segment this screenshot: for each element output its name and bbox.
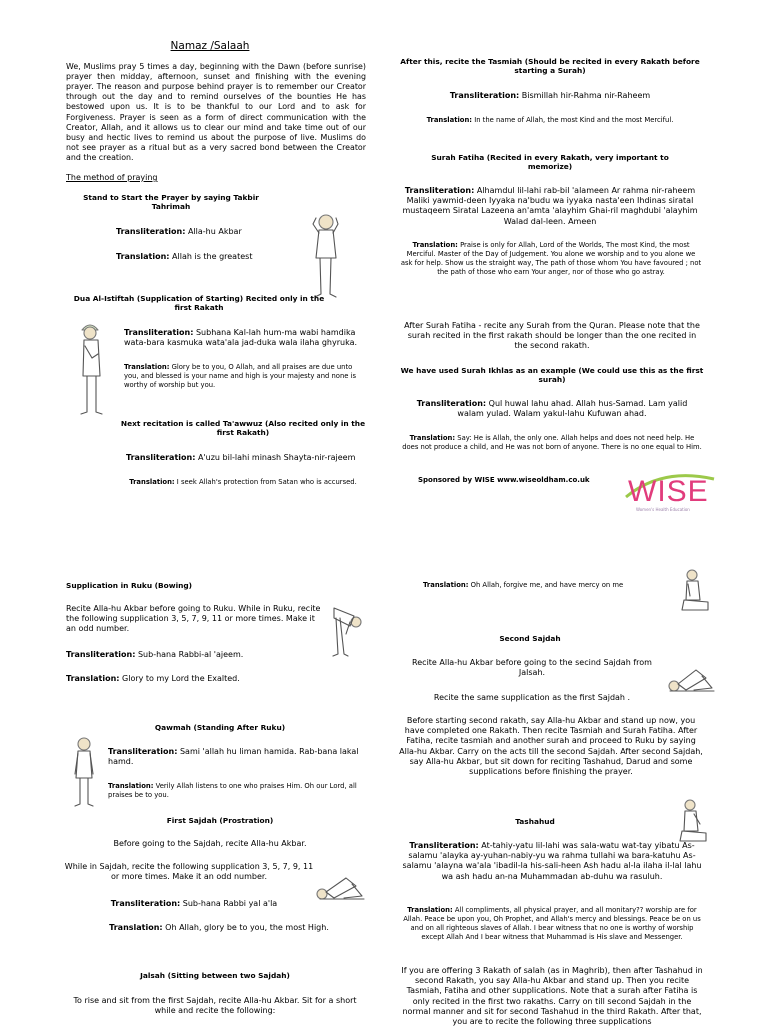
sajdah1-text2: While in Sajdah, recite the following supplication 3, 5, 7, 9, 11 or more times. Make it an odd number. <box>64 862 314 882</box>
sajdah2-text1: Recite Alla-hu Akbar before going to the secind Sajdah from Jalsah. <box>412 658 652 678</box>
ikhlas-translation: Translation: Say: He is Allah, the only one. Allah helps and does not need help. He does not produce a child, and He was not born of anyone. There is no one equal to Him. <box>402 434 702 451</box>
sajdah2-text3: Before starting second rakath, say Alla-hu Akbar and stand up now, you have completed one Rakath. Then recite Tasmiah and Surah Fatiha. After Fatiha, recite tasmiah and another surah and proceed to Ruku by saying Alla-hu Akbar. Carry on the acts till the second Sajdah. After second Sajdah, say Alla-hu Akbar, but sit down for reciting Tashahud, Darud and some supplications before finishing the prayer. <box>399 716 703 777</box>
jalsah-heading: Jalsah (Sitting between two Sajdah) <box>140 971 290 980</box>
method-heading: The method of praying <box>66 173 158 182</box>
sajdah2-heading: Second Sajdah <box>499 634 561 643</box>
wise-logo-tagline: Women's Health Education <box>636 507 690 512</box>
qawmah-heading: Qawmah (Standing After Ruku) <box>154 723 286 732</box>
standing-dua-figure <box>70 318 112 418</box>
sajdah1-heading: First Sajdah (Prostration) <box>166 816 274 825</box>
ruku-text: Recite Alla-hu Akbar before going to Ruku. While in Ruku, recite the following supplication 3, 5, 7, 9, 11 or more times. Make it an odd number. <box>66 604 321 634</box>
standing-takbir-figure <box>300 206 352 302</box>
tasmiah-heading: After this, recite the Tasmiah (Should be recited in every Rakath before starting a Surah) <box>400 57 700 76</box>
forgive-translation: Translation: Oh Allah, forgive me, and have mercy on me <box>423 581 624 589</box>
qawmah-transliteration: Transliteration: Sami 'allah hu liman hamida. Rab-bana lakal hamd. <box>108 747 359 767</box>
ruku-bowing-figure <box>326 596 368 660</box>
tashahud-heading: Tashahud <box>515 817 555 826</box>
jalsah-text: To rise and sit from the first Sajdah, recite Alla-hu Akbar. Sit for a short while and recite the following: <box>73 996 357 1016</box>
qawmah-standing-figure <box>66 734 102 808</box>
tashahud-transliteration: Transliteration: At-tahiy-yatu lil-lahi was sala-watu wat-tay yibatu As-salamu 'alayka ay-yuhan-nabiy-yu wa rahma tullahi wa bara-katuhu As-salamu 'alayna wa'ala 'ibadil-la his-sali-heen Ash hadu al-la ilaha il-lal lahu wa ash hadu an-na Muhammadan ab-duhu wa rasuluh. <box>402 841 702 881</box>
fatiha-translation: Translation: Praise is only for Allah, Lord of the Worlds, The most Kind, the most Merciful. Master of the Day of Judgement. You alone we worship and to you alone we ask for help. Show us the straight way, The path of those whom You have favoured ; not the path of those who earn Your anger, nor of those who go astray. <box>400 241 702 276</box>
sajdah2-text2: Recite the same supplication as the first Sajdah . <box>433 693 631 702</box>
takbir-transliteration: Transliteration: Alla-hu Akbar <box>116 227 242 236</box>
jalsah-sitting-figure <box>672 566 716 616</box>
fatiha-transliteration: Transliteration: Alhamdul lil-lahi rab-bil 'alameen Ar rahma nir-raheem Maliki yawmid-deen Iyyaka na'budu wa iyyaka nasta'een Ihdinas siratal mustaqeem Siratal Lazeena an'amta 'alayhim Ghai-ril maghdubi 'alayhim Walad dal-leen. Ameen <box>402 186 698 226</box>
taawwuz-heading: Next recitation is called Ta'awwuz (Also recited only in the first Rakath) <box>120 419 366 438</box>
tasmiah-translation: Translation: In the name of Allah, the most Kind and the most Merciful. <box>426 116 674 124</box>
page-title: Namaz /Salaah <box>170 40 250 52</box>
ruku-transliteration: Transliteration: Sub-hana Rabbi-al 'ajeem. <box>66 650 244 659</box>
wise-logo <box>622 465 720 513</box>
fatiha-heading: Surah Fatiha (Recited in every Rakath, very important to memorize) <box>431 153 669 172</box>
ruku-translation: Translation: Glory to my Lord the Exalted. <box>66 674 240 683</box>
after-fatiha-note: After Surah Fatiha - recite any Surah from the Quran. Please note that the surah recited in the first rakath should be longer than the one recited in the second rakath. <box>404 321 700 351</box>
ikhlas-heading: We have used Surah Ikhlas as an example (We could use this as the first surah) <box>400 366 704 385</box>
second-sajdah-figure <box>664 658 720 696</box>
ikhlas-transliteration: Transliteration: Qul huwal lahu ahad. Allah hus-Samad. Lam yalid walam yulad. Walam yakul-lahu Kufuwan ahad. <box>416 399 688 419</box>
takbir-translation: Translation: Allah is the greatest <box>116 252 253 261</box>
tasmiah-transliteration: Transliteration: Bismillah hir-Rahma nir-Raheem <box>449 91 651 100</box>
sajdah1-translation: Translation: Oh Allah, glory be to you, the most High. <box>109 923 329 932</box>
dua-heading: Dua Al-Istiftah (Supplication of Starting) Recited only in the first Rakath <box>73 294 325 313</box>
wise-logo-text: WISE <box>628 475 709 508</box>
tashahud-text: If you are offering 3 Rakath of salah (as in Maghrib), then after Tashahud in second Rakath, you say Alla-hu Akbar and stand up. Then you recite Tasmiah, Fatiha and other supplications. Note that a surah after Fatiha is only recited in the first two rakaths. Carry on till second Sajdah in the normal manner and sit for second Tashahud in the third Rakath. After that, you are to recite the following three supplications <box>401 966 703 1027</box>
ruku-heading: Supplication in Ruku (Bowing) <box>66 581 193 590</box>
sajdah1-text1: Before going to the Sajdah, recite Alla-hu Akbar. <box>113 839 307 848</box>
sajdah-prostration-figure <box>312 864 370 904</box>
sajdah1-transliteration: Transliteration: Sub-hana Rabbi yal a'la <box>110 899 278 908</box>
intro-paragraph: We, Muslims pray 5 times a day, beginning with the Dawn (before sunrise) prayer then midday, afternoon, sunset and finishing with the evening prayer. The reason and purpose behind prayer is to remember our Creator through out the day and to remind ourselves of the bounties He has bestowed upon us. It is to be thankful to our Lord and to ask for Forgiveness. Prayer is seen as a form of direct communication with the Creator, Allah, and it allows us to clear our mind and take time out of our busy and hectic lives to remind us about the purpose of live. Muslims do not see prayer as a ritual but as a very sacred bond between the Creator and the creation. <box>66 62 366 162</box>
tashahud-translation: Translation: All compliments, all physical prayer, and all monitary?? worship are for Allah. Peace be upon you, Oh Prophet, and Allah's mercy and blessings. Peace be on us and on all righteous slaves of Allah. I bear witness that no one is worthy of worship except Allah And I bear witness that Muhammad is His slave and Messenger. <box>403 906 701 941</box>
takbir-heading: Stand to Start the Prayer by saying Takbir Tahrimah <box>83 193 259 212</box>
sponsor-note: Sponsored by WISE www.wiseoldham.co.uk <box>418 476 590 484</box>
taawwuz-transliteration: Transliteration: A'uzu bil-lahi minash Shayta-nir-rajeem <box>126 453 356 462</box>
taawwuz-translation: Translation: I seek Allah's protection from Satan who is accursed. <box>129 478 357 486</box>
dua-translation: Translation: Glory be to you, O Allah, and all praises are due unto you, and blessed is your name and high is your majesty and none is worthy of worship but you. <box>124 363 357 389</box>
dua-transliteration: Transliteration: Subhana Kal-lah hum-ma wabi hamdika wata-bara kasmuka wata'ala jad-duka wala ilaha ghyruka. <box>124 328 358 348</box>
qawmah-translation: Translation: Verily Allah listens to one who praises Him. Oh our Lord, all praises be to you. <box>108 782 357 799</box>
